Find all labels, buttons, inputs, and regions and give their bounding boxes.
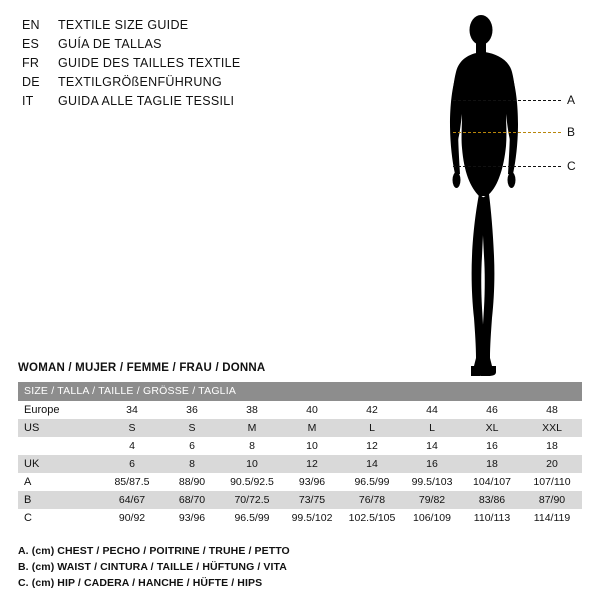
cell: 42 — [342, 401, 402, 419]
note-waist: B. (cm) WAIST / CINTURA / TAILLE / HÜFTUNG / VITA — [18, 561, 287, 573]
cell: 40 — [282, 401, 342, 419]
row-label — [18, 437, 102, 455]
cell: 16 — [462, 437, 522, 455]
cell: 90.5/92.5 — [222, 473, 282, 491]
row-label: US — [18, 419, 102, 437]
cell: 88/90 — [162, 473, 222, 491]
cell: 102.5/105 — [342, 509, 402, 527]
cell: 18 — [462, 455, 522, 473]
table-row — [18, 401, 582, 419]
cell: 18 — [522, 437, 582, 455]
language-code: EN — [22, 18, 40, 32]
cell: 96.5/99 — [342, 473, 402, 491]
measure-line-c — [453, 166, 561, 167]
row-label: A — [18, 473, 102, 491]
cell: 38 — [222, 401, 282, 419]
size-table-wrapper — [18, 382, 582, 527]
measure-letter-b: B — [567, 125, 576, 139]
language-row-it — [22, 92, 352, 111]
cell: 76/78 — [342, 491, 402, 509]
woman-silhouette-icon — [435, 10, 555, 378]
cell: 73/75 — [282, 491, 342, 509]
table-header-label: SIZE / TALLA / TAILLE / GRÖSSE / TAGLIA — [18, 382, 582, 401]
cell: S — [162, 419, 222, 437]
table-row — [18, 509, 582, 527]
language-code: IT — [22, 94, 34, 108]
cell: 14 — [402, 437, 462, 455]
cell: 104/107 — [462, 473, 522, 491]
table-row — [18, 437, 582, 455]
table-header-row — [18, 382, 582, 401]
cell: 96.5/99 — [222, 509, 282, 527]
row-label: B — [18, 491, 102, 509]
language-row-de — [22, 73, 352, 92]
language-row-fr — [22, 54, 352, 73]
cell: XXL — [522, 419, 582, 437]
cell: 99.5/102 — [282, 509, 342, 527]
cell: 44 — [402, 401, 462, 419]
cell: 107/110 — [522, 473, 582, 491]
measure-letter-a: A — [567, 93, 576, 107]
cell: 12 — [282, 455, 342, 473]
cell: 48 — [522, 401, 582, 419]
cell: 85/87.5 — [102, 473, 162, 491]
cell: 8 — [162, 455, 222, 473]
cell: 83/86 — [462, 491, 522, 509]
section-label-woman: WOMAN / MUJER / FEMME / FRAU / DONNA — [18, 362, 266, 374]
cell: 10 — [282, 437, 342, 455]
measurement-notes — [18, 543, 578, 591]
cell: 14 — [342, 455, 402, 473]
language-title-block — [22, 16, 352, 111]
language-title: GUÍA DE TALLAS — [58, 37, 162, 51]
language-row-en — [22, 16, 352, 35]
row-label: C — [18, 509, 102, 527]
cell: 64/67 — [102, 491, 162, 509]
row-label: Europe — [18, 401, 102, 419]
size-table — [18, 382, 582, 527]
cell: 20 — [522, 455, 582, 473]
cell: 68/70 — [162, 491, 222, 509]
measure-line-a — [453, 100, 561, 101]
language-title: TEXTILE SIZE GUIDE — [58, 18, 189, 32]
note-chest: A. (cm) CHEST / PECHO / POITRINE / TRUHE / PETTO — [18, 545, 290, 557]
cell: 79/82 — [402, 491, 462, 509]
language-code: FR — [22, 56, 40, 70]
measure-letter-c: C — [567, 159, 576, 173]
measure-line-b — [453, 132, 561, 133]
table-row — [18, 473, 582, 491]
cell: 8 — [222, 437, 282, 455]
table-row — [18, 455, 582, 473]
cell: 93/96 — [282, 473, 342, 491]
cell: 110/113 — [462, 509, 522, 527]
figure-area — [395, 8, 595, 378]
cell: S — [102, 419, 162, 437]
note-hip: C. (cm) HIP / CADERA / HANCHE / HÜFTE / HIPS — [18, 577, 263, 589]
cell: 6 — [162, 437, 222, 455]
language-title: GUIDA ALLE TAGLIE TESSILI — [58, 94, 235, 108]
language-title: TEXTILGRÖßENFÜHRUNG — [58, 75, 223, 89]
cell: 114/119 — [522, 509, 582, 527]
cell: 6 — [102, 455, 162, 473]
language-code: ES — [22, 37, 40, 51]
cell: 4 — [102, 437, 162, 455]
table-row — [18, 419, 582, 437]
cell: M — [222, 419, 282, 437]
cell: 46 — [462, 401, 522, 419]
cell: 106/109 — [402, 509, 462, 527]
language-title: GUIDE DES TAILLES TEXTILE — [58, 56, 241, 70]
language-row-es — [22, 35, 352, 54]
cell: 12 — [342, 437, 402, 455]
cell: 90/92 — [102, 509, 162, 527]
cell: 10 — [222, 455, 282, 473]
cell: 87/90 — [522, 491, 582, 509]
cell: 16 — [402, 455, 462, 473]
cell: 36 — [162, 401, 222, 419]
cell: 70/72.5 — [222, 491, 282, 509]
cell: L — [342, 419, 402, 437]
cell: M — [282, 419, 342, 437]
language-code: DE — [22, 75, 40, 89]
cell: 93/96 — [162, 509, 222, 527]
cell: 99.5/103 — [402, 473, 462, 491]
row-label: UK — [18, 455, 102, 473]
cell: XL — [462, 419, 522, 437]
table-row — [18, 491, 582, 509]
cell: L — [402, 419, 462, 437]
cell: 34 — [102, 401, 162, 419]
